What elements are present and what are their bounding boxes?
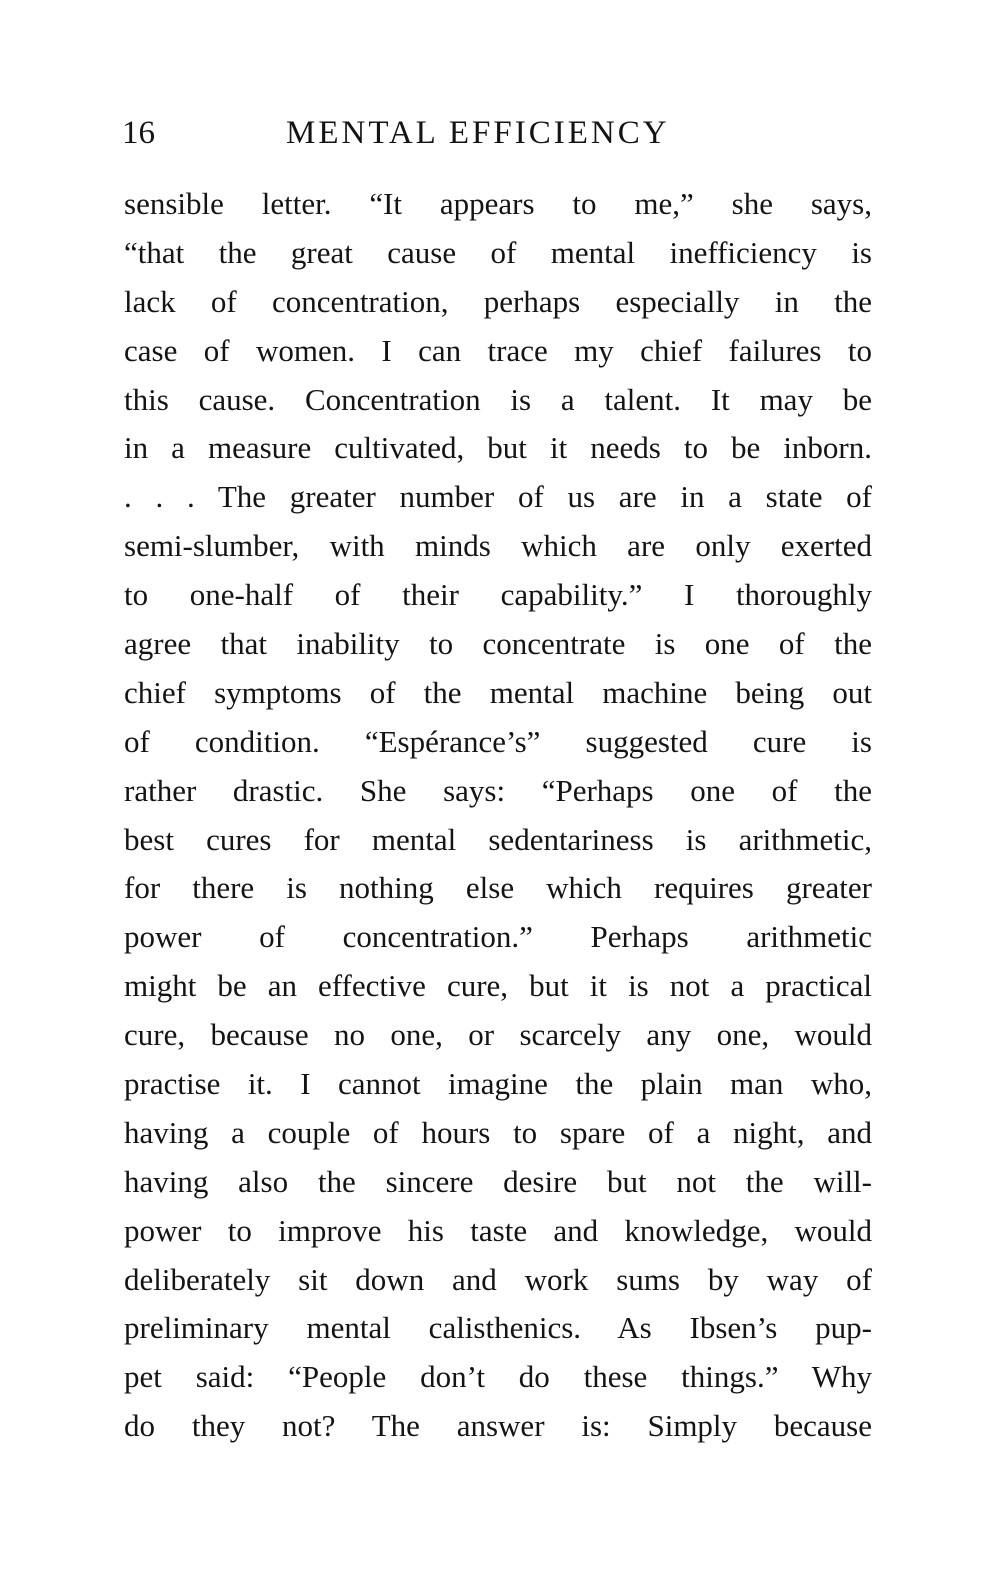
text-line: best cures for mental sedentariness is arithmetic, [124, 821, 872, 857]
text-line: sensible letter. “It appears to me,” she says, [124, 186, 872, 221]
text-line: cure, because no one, or scarcely any one, would [124, 1017, 872, 1053]
text-line: having a couple of hours to spare of a night, and [124, 1114, 872, 1150]
page-number: 16 [122, 115, 155, 151]
text-line: preliminary mental calisthenics. As Ibsen’s pup- [124, 1310, 872, 1346]
text-line: case of women. I can trace my chief failures to [124, 332, 872, 368]
text-line: practise it. I cannot imagine the plain man who, [124, 1066, 872, 1102]
body-text [124, 180, 872, 1451]
text-line: to one-half of their capability.” I thoroughly [124, 577, 872, 613]
text-line: this cause. Concentration is a talent. It may be [124, 381, 872, 417]
text-line: deliberately sit down and work sums by way of [124, 1261, 872, 1297]
text-line: of condition. “Espérance’s” suggested cure is [124, 723, 872, 759]
running-head [122, 108, 882, 158]
text-line: semi-slumber, with minds which are only exerted [124, 528, 872, 564]
text-line: . . . The greater number of us are in a state of [124, 479, 872, 515]
text-line: power to improve his taste and knowledge, would [124, 1212, 872, 1248]
running-title: MENTAL EFFICIENCY [286, 115, 670, 151]
text-line: lack of concentration, perhaps especially in the [124, 283, 872, 319]
text-line: in a measure cultivated, but it needs to be inborn. [124, 430, 872, 466]
text-line: do they not? The answer is: Simply because [124, 1408, 872, 1444]
text-line: for there is nothing else which requires greater [124, 870, 872, 906]
text-line: having also the sincere desire but not the will- [124, 1163, 872, 1199]
text-line: rather drastic. She says: “Perhaps one of the [124, 772, 872, 808]
text-line: chief symptoms of the mental machine being out [124, 674, 872, 710]
text-line: agree that inability to concentrate is one of the [124, 626, 872, 662]
text-line: pet said: “People don’t do these things.” Why [124, 1359, 872, 1395]
text-line: “that the great cause of mental inefficiency is [124, 234, 872, 270]
text-line: power of concentration.” Perhaps arithmetic [124, 919, 872, 955]
text-line: might be an effective cure, but it is not a practical [124, 968, 872, 1004]
